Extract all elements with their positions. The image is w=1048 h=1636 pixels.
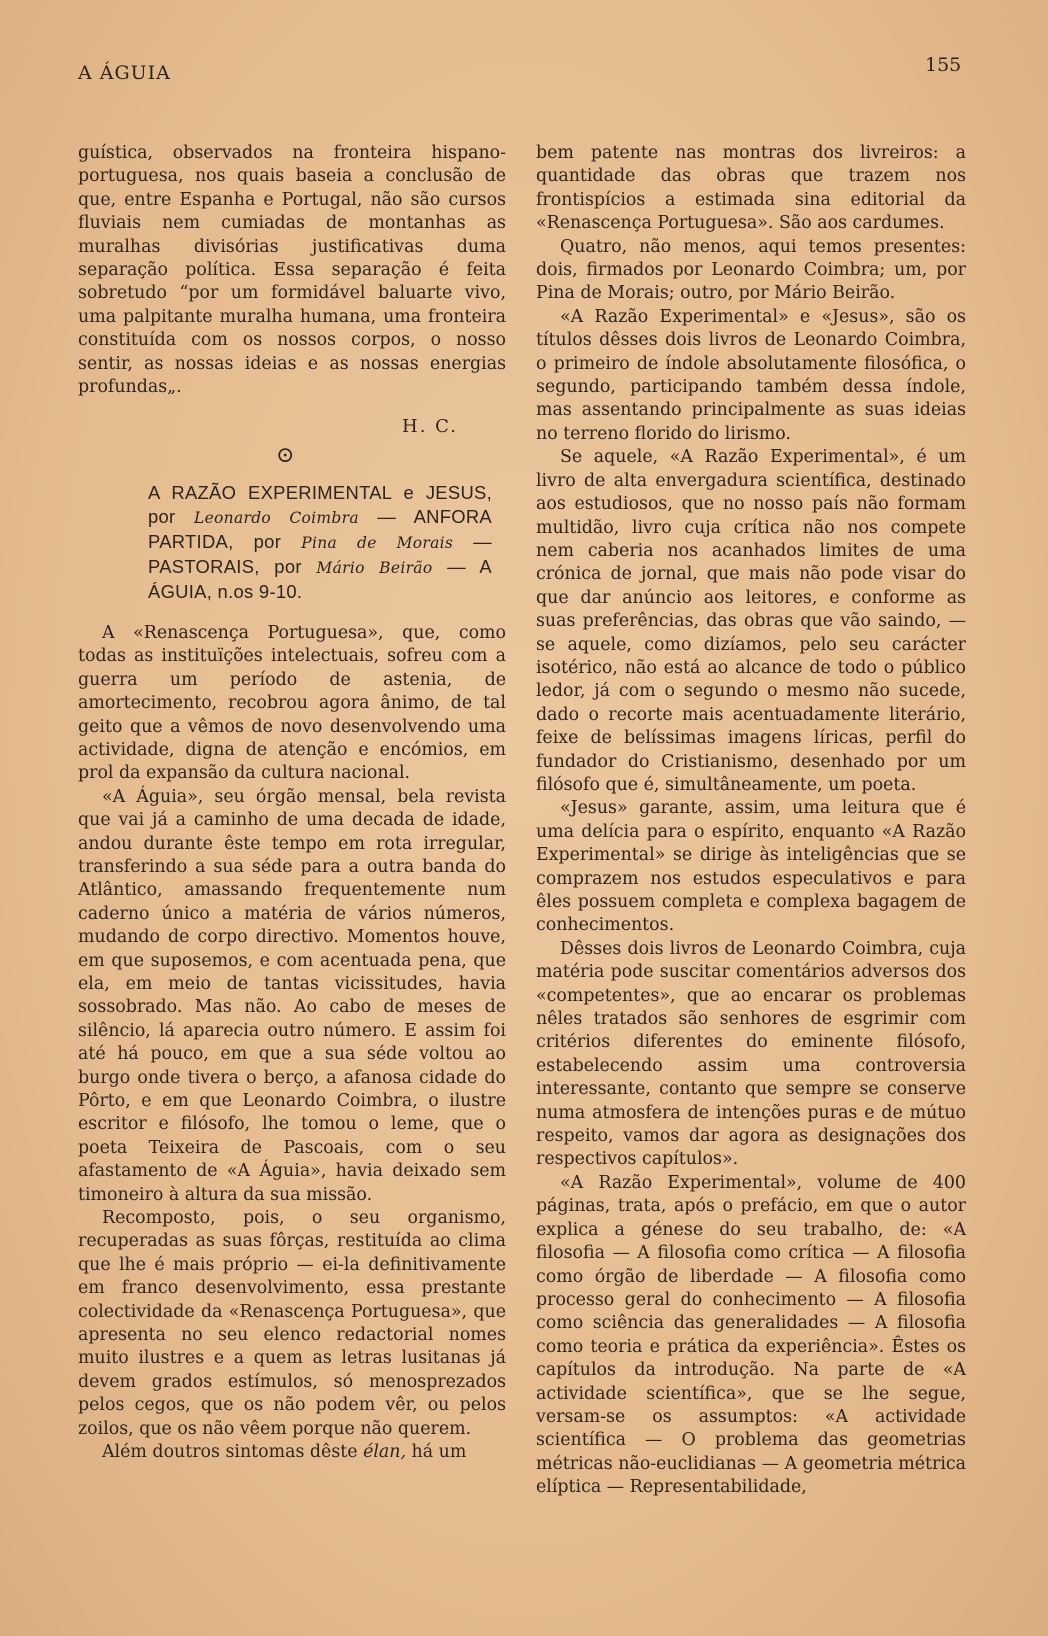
paragraph: guística, observados na fronteira hispano-portuguesa, nos quais baseia a conclusão de que, entre Espanha e Portugal, não são cursos fluviais nem cumiadas de montanhas as muralhas divisórias justificativas duma separação política. Essa separação é feita sobretudo “por um formidável baluarte vivo, uma palpitante muralha humana, uma fronteira constituída com os nossos corpos, o nosso sentir, as nossas ideias e as nossas energias profundas„. <box>78 143 506 398</box>
italic-word: élan, <box>363 1442 407 1463</box>
review-heading-text: A RAZÃO EXPERIMENTAL e JESUS, por <box>148 481 492 527</box>
review-heading-text: — PASTORAIS, por <box>148 530 492 577</box>
paragraph: Recomposto, pois, o seu organismo, recuperadas as suas fôrças, restituída ao clima que lhe é mais próprio — ei-la definitivamente em franco desenvolvimento, essa prestante colectividade da «Renascença Portuguesa», que apresenta no seu elenco redactorial nomes muito ilustres e a quem as letras lusitanas já devem grados estímulos, só menosprezados pelos cegos, que os não podem vêr, ou pelos zoilos, que os não vêem porque não querem. <box>78 1208 506 1439</box>
paragraph: Quatro, não menos, aqui temos presentes: dois, firmados por Leonardo Coimbra; um, por Pina de Morais; outro, por Mário Beirão. <box>536 236 966 304</box>
paragraph: «A Águia», seu órgão mensal, bela revista que vai já a caminho de uma decada de idade, andou durante êste tempo em rota irregular, transferindo a sua séde para a outra banda do Atlântico, amassando frequentemente num caderno único a matéria de vários números, mudando de corpo directivo. Momentos houve, em que suposemos, e com acentuada pena, que ela, em meio de tantas vicissitudes, havia sossobrado. Mas não. Ao cabo de meses de silêncio, lá aparecia outro número. E assim foi até há pouco, em que a sua séde voltou ao burgo onde tivera o berço, a afanosa cidade do Pôrto, e em que Leonardo Coimbra, o ilustre escritor e filósofo, lhe tomou o leme, que o poeta Teixeira de Pascoais, com o seu afastamento de «A Águia», havia deixado sem timoneiro à altura da sua missão. <box>78 786 506 1205</box>
paragraph: «Jesus» garante, assim, uma leitura que é uma delícia para o espírito, enquanto «A Razão Experimental» se dirige às inteligências que se comprazem nos estudos especulativos e para êles possuem completa e complexa bagagem de conhecimentos. <box>536 798 966 936</box>
review-author: Leonardo Coimbra <box>193 508 359 527</box>
review-heading-text: — ANFORA PARTIDA, por <box>148 505 492 552</box>
page-number: 155 <box>925 54 962 76</box>
paragraph: bem patente nas montras dos livreiros: a quantidade das obras que trazem nos frontispícios a estimada sina editorial da «Renascença Portuguesa». São aos cardumes. <box>536 143 966 234</box>
paragraph: «A Razão Experimental» e «Jesus», são os títulos dêsses dois livros de Leonardo Coimbra, o primeiro de índole absolutamente filosófica, o segundo, participando também dessa índole, mas assentando principalmente as suas ideias no terreno florido do lirismo. <box>536 306 966 444</box>
author-signature: H. C. <box>402 416 458 438</box>
paragraph: «A Razão Experimental», volume de 400 páginas, trata, após o prefácio, em que o autor explica a génese do seu trabalho, de: «A filosofia — A filosofia como crítica — A filosofia como órgão de liberdade — A filosofia como processo geral do conhecimento — A filosofia como sciência das generalidades — A filosofia como teoria e prática da experiência». Êstes os capítulos da introdução. Na parte de «A actividade scientífica», que se lhe segue, versam-se os assumptos: «A actividade scientífica — O problema das geometrias métricas não-euclidianas — A geometria métrica elíptica — Representabilidade, <box>536 1172 966 1498</box>
left-column <box>78 142 506 1465</box>
paragraph-text: Além doutros sintomas dêste <box>102 1442 364 1463</box>
paragraph <box>78 1441 506 1464</box>
review-heading-text: — A ÁGUIA, n.os 9-10. <box>148 555 492 602</box>
paragraph: Dêsses dois livros de Leonardo Coimbra, cuja matéria pode suscitar comentários adversos dos «competentes», que ao encarar os problemas nêles tratados são senhores de esgrimir com critérios diferentes do eminente filósofo, estabelecendo assim uma controversia interessante, contanto que sempre se conserve numa atmosfera de intenções puras e de mútuo respeito, vamos dar agora as designações dos respectivos capítulos». <box>536 938 966 1170</box>
review-author: Mário Beirão <box>316 558 433 577</box>
running-head: A ÁGUIA <box>78 62 171 84</box>
review-author: Pina de Morais <box>301 533 454 552</box>
paragraph-text: há um <box>406 1442 467 1463</box>
right-column <box>536 142 966 1500</box>
paragraph: A «Renascença Portuguesa», que, como todas as instituïções intelectuais, sofreu com a guerra um período de astenia, de amortecimento, recobrou agora ânimo, de tal geito que a vêmos de novo desenvolvendo uma actividade, digna de atenção e encómios, em prol da expansão da cultura nacional. <box>78 622 506 784</box>
ornament-icon: ⊙ <box>276 442 295 468</box>
review-heading <box>148 481 492 604</box>
paragraph: Se aquele, «A Razão Experimental», é um livro de alta envergadura scientífica, destinado aos estudiosos, que no nosso país não formam multidão, livro cuja crítica não nos compete nem caberia nos acanhados limites de uma crónica de jornal, que mais não pode visar do que dar anúncio aos leitores, e conforme as suas preferências, das obras que vão saindo, — se aquele, como dizíamos, pelo seu carácter isotérico, não está ao alcance de todo o público ledor, já com o segundo o mesmo não sucede, dado o recorte mais acentuadamente literário, feixe de belíssimas imagens líricas, perfil do fundador do Cristianismo, desenhado por um filósofo que é, simultâneamente, um poeta. <box>536 447 966 795</box>
